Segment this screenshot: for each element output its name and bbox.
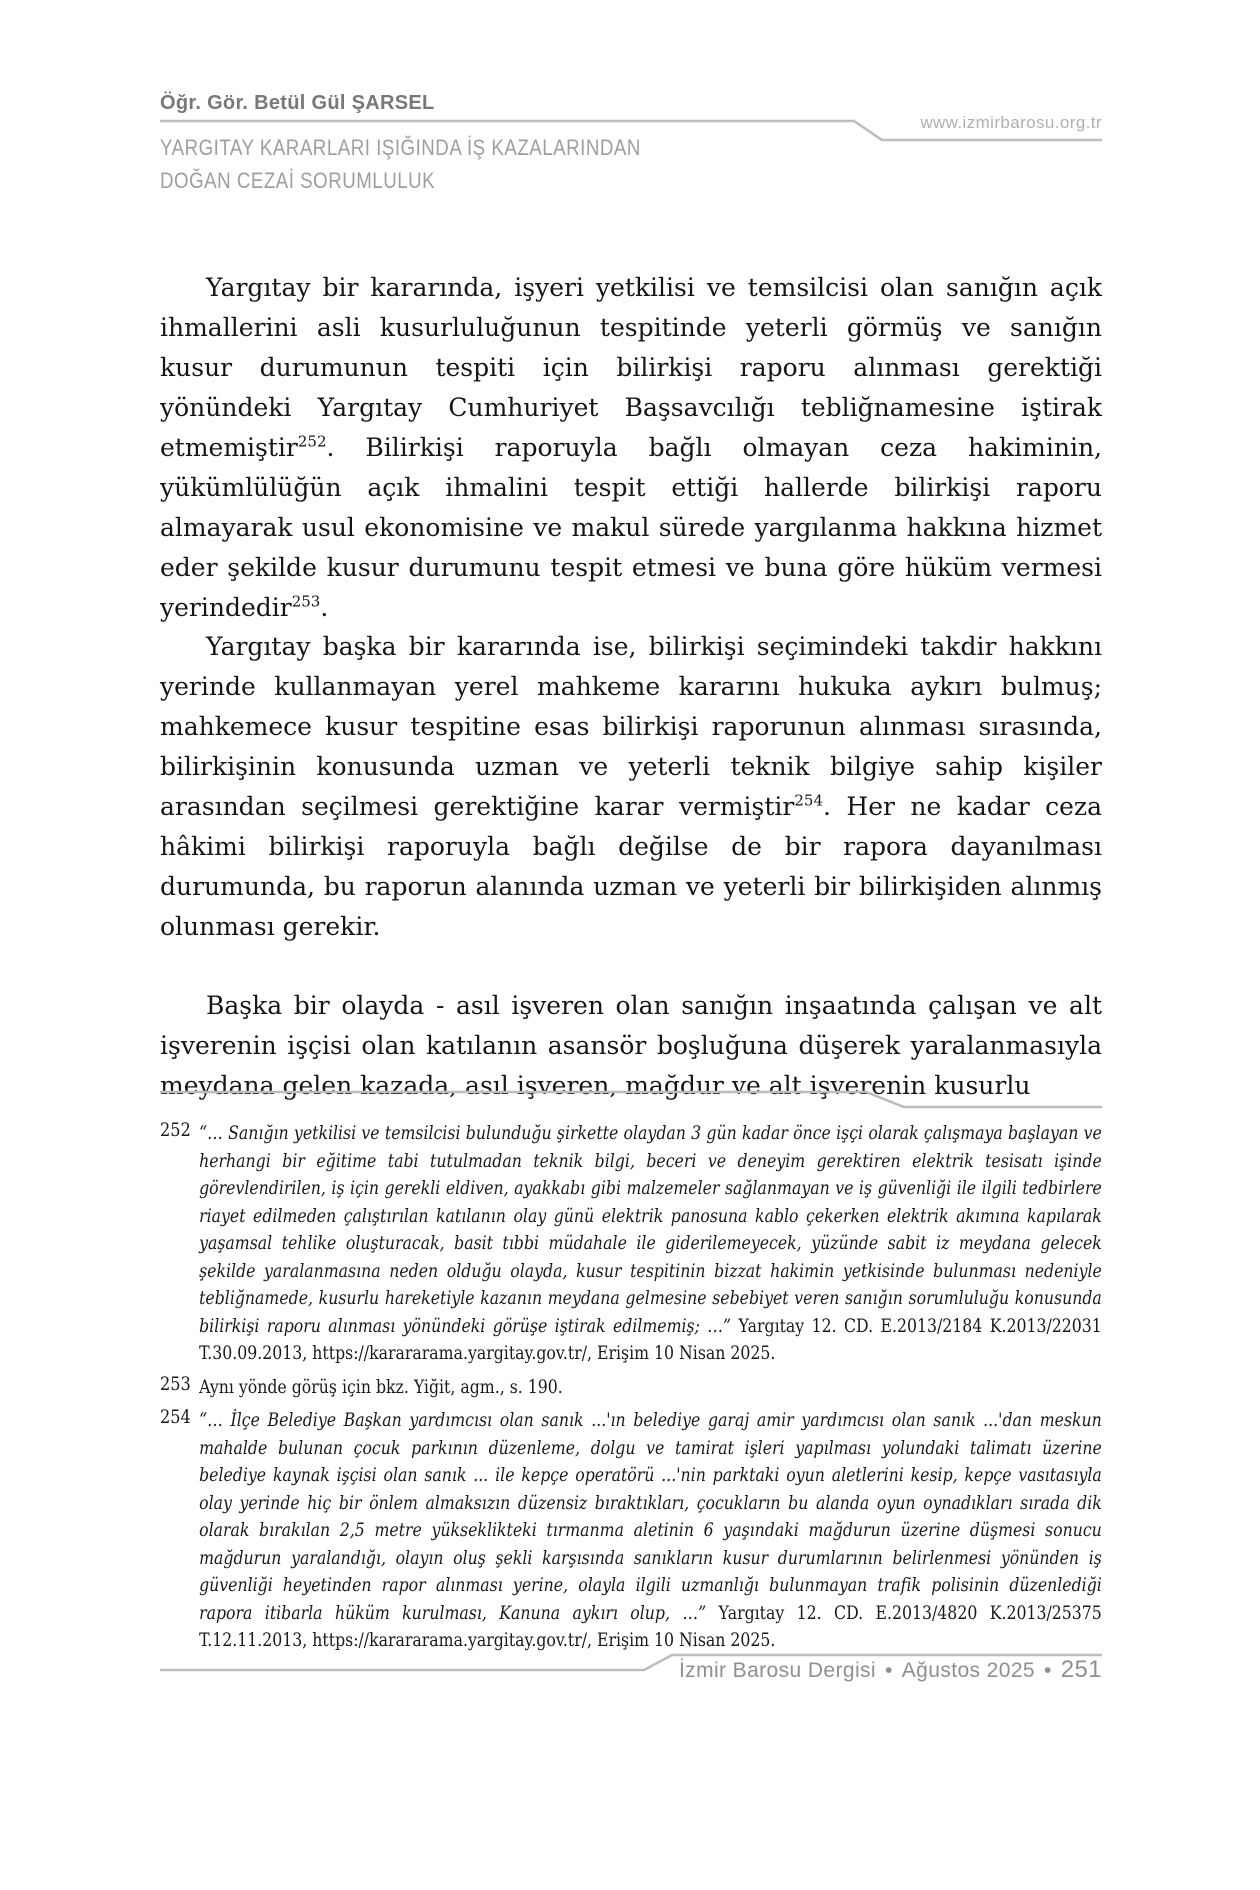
article-title-line2: DOĞAN CEZAİ SORUMLULUK <box>160 168 436 193</box>
footnote-ref-252: 252 <box>297 432 327 451</box>
journal-name: İzmir Barosu Dergisi <box>678 1659 876 1682</box>
footnote-number: 254 <box>160 1406 191 1428</box>
footnote-citation-text: Yargıtay 12. CD. E.2013/4820 K.2013/25375 T.12.11.2013, https://karararama.yargitay.gov.tr/, Erişim 10 Nisan 2025. <box>199 1602 1102 1651</box>
paragraph-text: Başka bir olayda - asıl işveren olan sanığın inşaatında çalışan ve alt işverenin işçisi olan katılanın asansör boşluğuna düşerek yaralanmasıyla meydana gelen kazada, asıl işveren, mağdur ve alt işverenin kusurlu <box>160 991 1102 1100</box>
footnote-divider-line <box>160 1089 1102 1111</box>
body-paragraph-2 <box>160 627 1102 947</box>
footnote-number: 252 <box>160 1119 191 1141</box>
site-url: www.izmirbarosu.org.tr <box>920 113 1102 132</box>
paragraph-text: Yargıtay bir kararında, işyeri yetkilisi ve temsilcisi olan sanığın açık ihmallerini asli kusurluluğunun tespitinde yeterli görmüş ve sanığın kusur durumunun tespiti için bilirkişi raporu alınması gerektiği yönündeki Yargıtay Cumhuriyet Başsavcılığı tebliğnamesine iştirak etmemiştir <box>160 273 1102 462</box>
issue-date: Ağustos 2025 <box>901 1659 1035 1682</box>
footnote-ref-253: 253 <box>291 592 321 611</box>
author-name: Öğr. Gör. Betül Gül ŞARSEL <box>160 92 435 114</box>
footnote-252 <box>160 1120 1102 1368</box>
footnote-254 <box>160 1407 1102 1655</box>
footnote-quote-text: “… İlçe Belediye Başkan yardımcısı olan sanık ...'ın belediye garaj amir yardımcısı olan sanık ...'dan meskun mahalde bulunan çocuk parkının düzenleme, dolgu ve tamirat işleri yapılması yolundaki talimatı üzerine belediye kaynak işçisi olan sanık ... ile kepçe operatörü ...'nin parktaki oyun aletlerini kesip, kepçe vasıtasıyla olay yerinde hiç bir önlem almaksızın düzensiz bıraktıkları, çocukların bu alanda oyun oynadıkları sırada dik olarak bırakılan 2,5 metre yükseklikteki tırmanma aletinin 6 yaşındaki mağdurun üzerine düşmesi sonucu mağdurun yaralandığı, olayın oluş şekli karşısında sanıkların kusur durumlarının belirlenmesi yönünden iş güvenliği heyetinden rapor alınması yerine, olayla ilgili uzmanlığı bulunmayan trafik polisinin düzenlediği rapora itibarla hüküm kurulması, Kanuna aykırı olup, …” <box>199 1410 1102 1624</box>
footnote-citation-text: Yargıtay 12. CD. E.2013/2184 K.2013/22031 T.30.09.2013, https://karararama.yargitay.gov.tr/, Erişim 10 Nisan 2025. <box>199 1315 1102 1364</box>
paragraph-text: . Her ne kadar ceza hâkimi bilirkişi raporuyla bağlı değilse de bir rapora dayanılması durumunda, bu raporun alanında uzman ve yeterli bir bilirkişiden alınmış olunması gerekir. <box>160 792 1103 941</box>
paragraph-text: . <box>320 593 329 622</box>
bullet-separator: • <box>1043 1659 1052 1682</box>
body-paragraph-1 <box>160 268 1102 628</box>
paragraph-text: Yargıtay başka bir kararında ise, bilirkişi seçimindeki takdir hakkını yerinde kullanmayan yerel mahkeme kararını hukuka aykırı bulmuş; mahkemece kusur tespitine esas bilirkişi raporunun alınması sırasında, bilirkişinin konusunda uzman ve yeterli teknik bilgiye sahip kişiler arasından seçilmesi gerektiğine karar vermiştir <box>160 632 1102 821</box>
page-number: 251 <box>1060 1656 1102 1683</box>
footnote-quote-text: “… Sanığın yetkilisi ve temsilcisi bulunduğu şirkette olaydan 3 gün kadar önce işçi olarak çalışmaya başlayan ve herhangi bir eğitime tabi tutulmadan teknik bilgi, beceri ve deneyim gerektiren elektrik tesisatı işinde görevlendirilen, iş için gerekli eldiven, ayakkabı gibi malzemeler sağlanmayan ve iş güvenliği ile ilgili tedbirlere riayet edilmeden çalıştırılan katılanın olay günü elektrik panosuna kablo çekerken elektrik akımına kapılarak yaşamsal tehlike oluşturacak, basit tıbbi müdahale ile giderilemeyecek, yüzünde sabit iz meydana gelecek şekilde yaralanmasına neden olduğu olayda, kusur tespitinin bizzat hakimin yetkisinde bulunması nedeniyle tebliğnamede, kusurlu hareketiyle kazanın meydana gelmesine sebebiyet veren sanığın sorumluluğu konusunda bilirkişi raporu alınması yönündeki görüşe iştirak edilmemiş; …” <box>199 1123 1102 1337</box>
article-title-line1: YARGITAY KARARLARI IŞIĞINDA İŞ KAZALARINDAN <box>160 135 641 160</box>
footnote-number: 253 <box>160 1372 191 1395</box>
article-title <box>160 131 641 197</box>
bullet-separator: • <box>884 1659 893 1682</box>
footnote-253 <box>160 1374 1102 1402</box>
footnote-ref-254: 254 <box>794 791 823 810</box>
body-paragraph-3 <box>160 986 1102 1106</box>
footnote-citation-text: Aynı yönde görüş için bkz. Yiğit, agm., s. 190. <box>199 1376 563 1398</box>
paragraph-text: . Bilirkişi raporuyla bağlı olmayan ceza hakiminin, yükümlülüğün açık ihmalini tespit ettiği hallerde bilirkişi raporu almayarak usul ekonomisine ve makul sürede yargılanma hakkına hizmet eder şekilde kusur durumunu tespit etmesi ve buna göre hüküm vermesi yerindedir <box>160 433 1102 622</box>
footer <box>160 1656 1102 1684</box>
footnotes-section <box>160 1120 1102 1661</box>
